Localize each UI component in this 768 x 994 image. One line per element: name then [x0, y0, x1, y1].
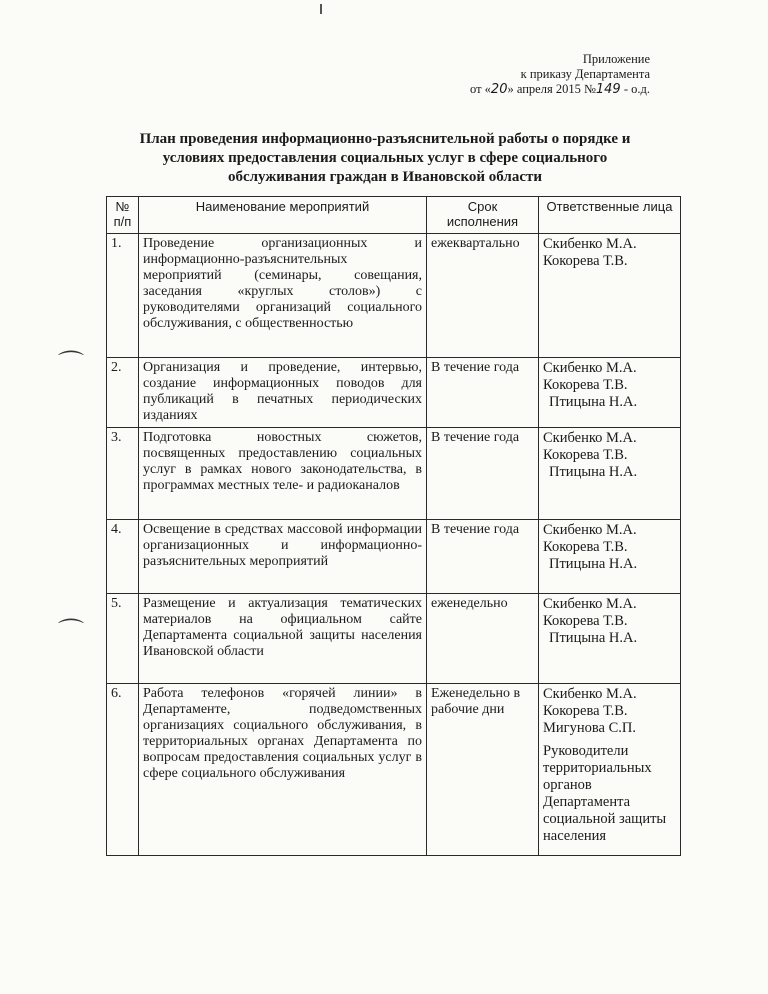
resp-person: Кокорева Т.В.	[543, 613, 628, 629]
resp-person: Скибенко М.А.	[543, 596, 637, 612]
resp-person: Мигунова С.П.	[543, 720, 636, 736]
appendix-header	[470, 52, 650, 97]
resp-person: Кокорева Т.В.	[543, 377, 628, 393]
resp-person: Скибенко М.А.	[543, 522, 637, 538]
table-row	[107, 594, 681, 684]
row-term: В течение года	[427, 520, 539, 594]
row-event: Работа телефонов «горячей линии» в Департаменте, подведомственных организациях социального обслуживания, в территориальных органах Департамента по вопросам предоставления социальных услуг в сфере социального обслуживания	[139, 684, 427, 856]
header-event: Наименование мероприятий	[139, 197, 427, 234]
row-term: ежеквартально	[427, 234, 539, 358]
table-row	[107, 520, 681, 594]
table-row	[107, 684, 681, 856]
appendix-day-handwritten: 20	[490, 82, 508, 97]
row-num: 1.	[107, 234, 139, 358]
row-resp	[539, 520, 681, 594]
resp-person: Скибенко М.А.	[543, 686, 637, 702]
row-event: Проведение организационных и информационно-разъяснительных мероприятий (семинары, совещания, заседания «круглых столов») с руководителями организаций социального обслуживания, с общественностью	[139, 234, 427, 358]
row-resp	[539, 594, 681, 684]
plan-table	[106, 196, 681, 856]
header-term: Срок исполнения	[427, 197, 539, 234]
resp-person: Кокорева Т.В.	[543, 703, 628, 719]
row-resp	[539, 428, 681, 520]
resp-person: Птицына Н.А.	[549, 630, 638, 646]
resp-person: Птицына Н.А.	[549, 556, 638, 572]
table-row	[107, 234, 681, 358]
row-num: 4.	[107, 520, 139, 594]
appendix-line-1: Приложение	[582, 52, 650, 66]
row-event: Размещение и актуализация тематических материалов на официальном сайте Департамента социальной защиты населения Ивановской области	[139, 594, 427, 684]
resp-person: Птицына Н.А.	[549, 464, 638, 480]
resp-person: Скибенко М.А.	[543, 360, 637, 376]
hole-punch-mark-upper: ⌒	[58, 350, 85, 379]
row-event: Организация и проведение, интервью, создание информационных поводов для публикаций в печатных периодических изданиях	[139, 358, 427, 428]
row-num: 3.	[107, 428, 139, 520]
header-num: № п/п	[107, 197, 139, 234]
row-num: 5.	[107, 594, 139, 684]
row-term: В течение года	[427, 358, 539, 428]
resp-person: Кокорева Т.В.	[543, 447, 628, 463]
row-term: еженедельно	[427, 594, 539, 684]
header-resp: Ответственные лица	[539, 197, 681, 234]
appendix-number-handwritten: 149	[595, 82, 621, 97]
hole-punch-mark-lower: ⌒	[58, 618, 85, 647]
row-resp	[539, 684, 681, 856]
resp-person: Скибенко М.А.	[543, 236, 637, 252]
row-resp	[539, 234, 681, 358]
appendix-date-suffix: - о.д.	[620, 82, 650, 96]
row-resp	[539, 358, 681, 428]
document-title: План проведения информационно-разъяснительной работы о порядке и условиях предоставления социальных услуг в сфере социального обслуживания граждан в Ивановской области	[139, 131, 631, 185]
row-event: Подготовка новостных сюжетов, посвященных предоставлению социальных услуг в рамках нового законодательства, в программах местных теле- и радиоканалов	[139, 428, 427, 520]
scan-artifact-top	[320, 4, 322, 14]
appendix-date-prefix: от «	[469, 82, 491, 96]
table-row	[107, 358, 681, 428]
resp-territorial-heads: Руководители территориальных органов Департамента социальной защиты населения	[543, 743, 667, 844]
appendix-line-3	[470, 82, 650, 97]
row-term: Еженедельно в рабочие дни	[427, 684, 539, 856]
row-term: В течение года	[427, 428, 539, 520]
table-row	[107, 428, 681, 520]
row-num: 6.	[107, 684, 139, 856]
table-header-row	[107, 197, 681, 234]
row-num: 2.	[107, 358, 139, 428]
appendix-date-mid: » апреля 2015 №	[507, 82, 596, 96]
appendix-line-2: к приказу Департамента	[520, 67, 650, 81]
row-event: Освещение в средствах массовой информации организационных и информационно-разъяснительных мероприятий	[139, 520, 427, 594]
resp-person: Кокорева Т.В.	[543, 253, 628, 269]
resp-person: Кокорева Т.В.	[543, 539, 628, 555]
resp-person: Птицына Н.А.	[549, 394, 638, 410]
resp-person: Скибенко М.А.	[543, 430, 637, 446]
